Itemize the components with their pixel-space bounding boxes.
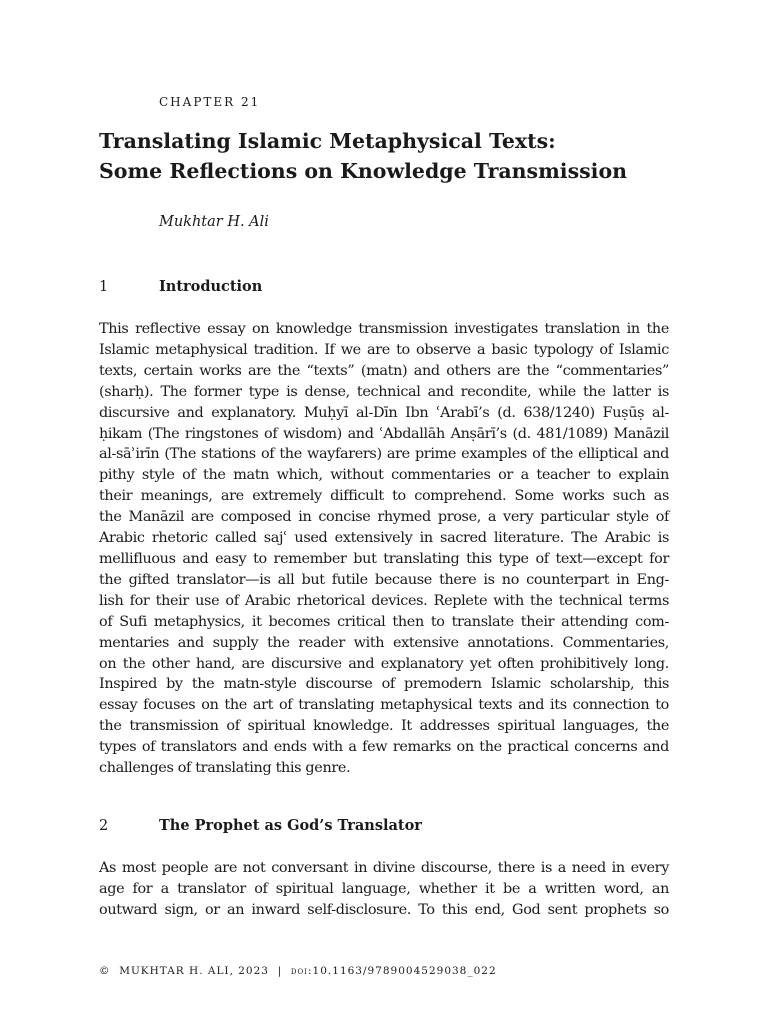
text-line: al-sāʾirīn (The stations of the wayfarers) are prime examples of the elliptical and: [99, 446, 669, 463]
section-heading-prophet: [99, 816, 422, 836]
text-line: mentaries and supply the reader with extensive annotations. Commentaries,: [99, 634, 669, 651]
text-line: Arabic rhetoric called sajʿ used extensively in sacred literature. The Arabic is: [99, 530, 669, 547]
chapter-label: CHAPTER 21: [159, 95, 261, 109]
text-line: essay focuses on the art of translating metaphysical texts and its connection to: [99, 697, 669, 714]
text-line: texts, certain works are the “texts” (matn) and others are the “commentaries”: [99, 362, 669, 379]
text-line: pithy style of the matn which, without commentaries or a teacher to explain: [99, 467, 669, 484]
text-line: ḥikam (The ringstones of wisdom) and ʿAbdallāh Anṣārī’s (d. 481/1089) Manāzil: [99, 425, 669, 442]
copyright-icon: ©: [99, 965, 111, 977]
author-name: Mukhtar H. Ali: [159, 214, 269, 230]
text-line: their meanings, are extremely difficult to comprehend. Some works such as: [99, 488, 669, 505]
doi-reference: doi:10.1163/9789004529038_022: [290, 965, 497, 977]
text-line: Islamic metaphysical tradition. If we are to observe a basic typology of Islamic: [99, 341, 669, 358]
section-title: Introduction: [159, 278, 263, 295]
text-line: the transmission of spiritual knowledge. It addresses spiritual languages, the: [99, 718, 669, 735]
text-line: on the other hand, are discursive and explanatory yet often prohibitively long.: [99, 655, 669, 672]
title-line: Some Reflections on Knowledge Transmission: [99, 159, 628, 183]
text-line: outward sign, or an inward self-disclosure. To this end, God sent prophets so: [99, 901, 669, 918]
footer-separator: |: [277, 965, 283, 977]
section-title: The Prophet as God’s Translator: [159, 817, 422, 834]
section-heading-introduction: [99, 277, 262, 297]
text-line: As most people are not conversant in divine discourse, there is a need in every: [99, 860, 669, 876]
text-line: types of translators and ends with a few remarks on the practical concerns and: [99, 739, 669, 756]
section-number: 2: [99, 818, 109, 834]
text-line: age for a translator of spiritual language, whether it be a written word, an: [99, 880, 669, 897]
text-line: discursive and explanatory. Muḥyī al-Dīn Ibn ʿArabī’s (d. 638/1240) Fuṣūṣ al-: [99, 404, 669, 421]
text-line: mellifluous and easy to remember but translating this type of text—except for: [99, 550, 669, 567]
text-line: the gifted translator—is all but futile because there is no counterpart in Eng-: [99, 571, 669, 588]
text-line: This reflective essay on knowledge transmission investigates translation in the: [99, 321, 669, 337]
text-line: the Manāzil are composed in concise rhymed prose, a very particular style of: [99, 509, 669, 526]
chapter-title: [99, 126, 627, 186]
section-number: 1: [99, 279, 109, 295]
text-line: challenges of translating this genre.: [99, 760, 351, 777]
prophet-paragraph: [99, 858, 669, 921]
copyright-holder: MUKHTAR H. ALI, 2023: [119, 965, 269, 977]
text-line: Inspired by the matn-style discourse of premodern Islamic scholarship, this: [99, 676, 669, 693]
title-line: Translating Islamic Metaphysical Texts:: [99, 129, 556, 153]
text-line: lish for their use of Arabic rhetorical devices. Replete with the technical terms: [99, 592, 669, 609]
text-line: of Sufi metaphysics, it becomes critical then to translate their attending com-: [99, 613, 669, 630]
text-line: (sharḥ). The former type is dense, technical and recondite, while the latter is: [99, 383, 669, 400]
introduction-paragraph: [99, 319, 669, 779]
page-footer: [99, 965, 497, 977]
